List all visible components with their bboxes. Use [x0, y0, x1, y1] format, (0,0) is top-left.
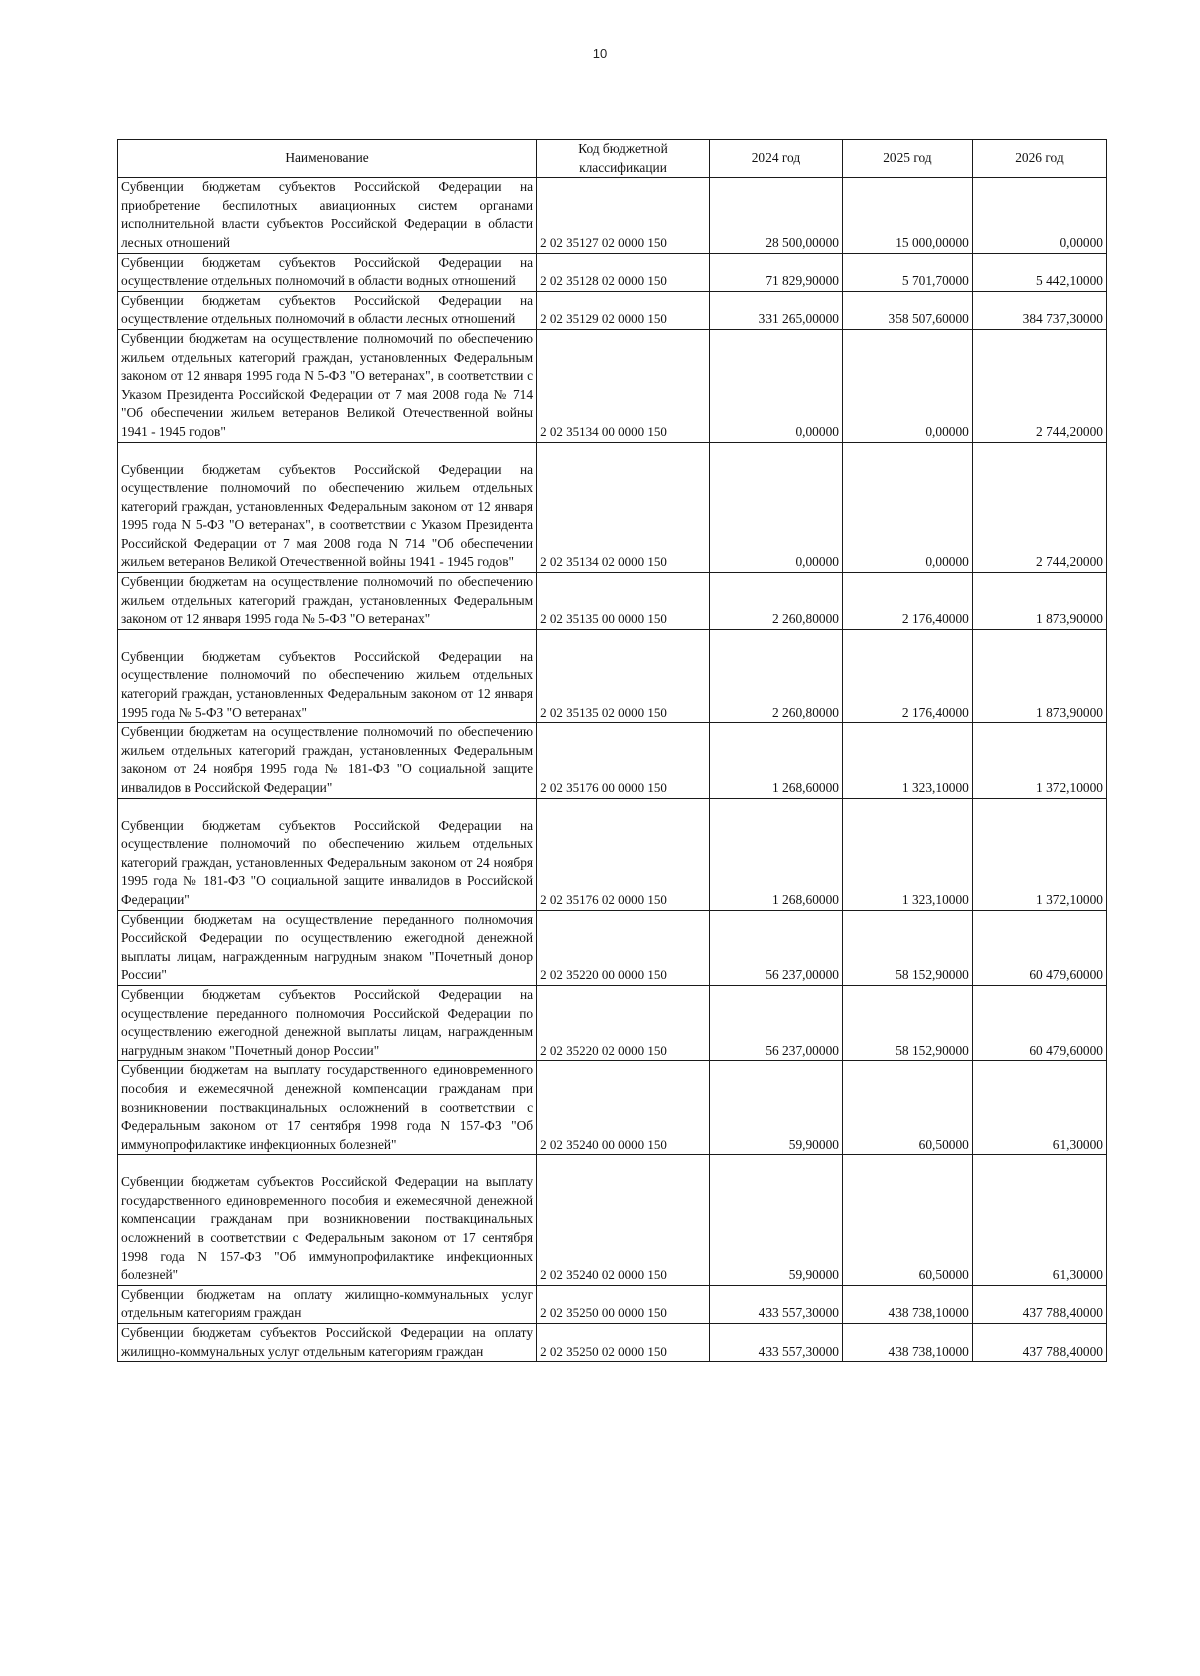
row-value-2025: 60,50000: [842, 1155, 972, 1286]
table-row: [118, 573, 1107, 630]
row-code: 2 02 35128 02 0000 150: [537, 253, 710, 291]
row-value-2024: 1 268,60000: [709, 723, 842, 798]
row-value-2025: 0,00000: [842, 329, 972, 442]
row-value-2026: 1 372,10000: [972, 798, 1106, 910]
table-row: [118, 178, 1107, 253]
row-value-2025: 358 507,60000: [842, 291, 972, 329]
table-row: [118, 1324, 1107, 1362]
row-name: Субвенции бюджетам субъектов Российской Федерации на выплату государственного единовременного пособия и ежемесячной денежной компенсации гражданам при возникновении поствакцинальных осложнений в соответствии с Федеральным законом от 17 сентября 1998 года N 157-ФЗ "Об иммунопрофилактике инфекционных болезней": [118, 1155, 537, 1286]
table-row: [118, 798, 1107, 910]
row-code: 2 02 35129 02 0000 150: [537, 291, 710, 329]
table-row: [118, 1155, 1107, 1286]
row-value-2026: 61,30000: [972, 1061, 1106, 1155]
row-value-2026: 60 479,60000: [972, 985, 1106, 1060]
row-name: Субвенции бюджетам субъектов Российской Федерации на осуществление полномочий по обеспечению жильем отдельных категорий граждан, установленных Федеральным законом от 12 января 1995 года № 5-ФЗ "О ветеранах": [118, 629, 537, 722]
row-name: Субвенции бюджетам на осуществление полномочий по обеспечению жильем отдельных категорий граждан, установленных Федеральным законом от 12 января 1995 года N 5-ФЗ "О ветеранах", в соответствии с Указом Президента Российской Федерации от 7 мая 2008 года № 714 "Об обеспечении жильем ветеранов Великой Отечественной войны 1941 - 1945 годов": [118, 329, 537, 442]
row-value-2024: 0,00000: [709, 329, 842, 442]
row-name: Субвенции бюджетам на осуществление полномочий по обеспечению жильем отдельных категорий граждан, установленных Федеральным законом от 12 января 1995 года № 5-ФЗ "О ветеранах": [118, 573, 537, 630]
table-header-row: [118, 140, 1107, 178]
row-value-2026: 1 873,90000: [972, 629, 1106, 722]
row-name: Субвенции бюджетам на оплату жилищно-коммунальных услуг отдельным категориям граждан: [118, 1285, 537, 1323]
row-code: 2 02 35240 00 0000 150: [537, 1061, 710, 1155]
row-code: 2 02 35250 02 0000 150: [537, 1324, 710, 1362]
row-value-2026: 437 788,40000: [972, 1285, 1106, 1323]
row-code: 2 02 35250 00 0000 150: [537, 1285, 710, 1323]
row-value-2025: 0,00000: [842, 442, 972, 573]
row-name: Субвенции бюджетам субъектов Российской Федерации на осуществление полномочий по обеспечению жильем отдельных категорий граждан, установленных Федеральным законом от 24 ноября 1995 года № 181-ФЗ "О социальной защите инвалидов в Российской Федерации": [118, 798, 537, 910]
table-row: [118, 1285, 1107, 1323]
row-value-2025: 1 323,10000: [842, 723, 972, 798]
row-name: Субвенции бюджетам субъектов Российской Федерации на осуществление отдельных полномочий в области лесных отношений: [118, 291, 537, 329]
row-value-2024: 59,90000: [709, 1155, 842, 1286]
row-code: 2 02 35176 02 0000 150: [537, 798, 710, 910]
row-name: Субвенции бюджетам субъектов Российской Федерации на оплату жилищно-коммунальных услуг отдельным категориям граждан: [118, 1324, 537, 1362]
row-value-2026: 5 442,10000: [972, 253, 1106, 291]
table-row: [118, 985, 1107, 1060]
row-value-2025: 1 323,10000: [842, 798, 972, 910]
row-value-2026: 1 873,90000: [972, 573, 1106, 630]
row-value-2026: 437 788,40000: [972, 1324, 1106, 1362]
row-value-2024: 1 268,60000: [709, 798, 842, 910]
row-code: 2 02 35176 00 0000 150: [537, 723, 710, 798]
row-code: 2 02 35240 02 0000 150: [537, 1155, 710, 1286]
row-value-2025: 58 152,90000: [842, 910, 972, 985]
row-name: Субвенции бюджетам субъектов Российской Федерации на осуществление отдельных полномочий в области водных отношений: [118, 253, 537, 291]
header-2025: 2025 год: [842, 140, 972, 178]
header-name: Наименование: [118, 140, 537, 178]
header-2026: 2026 год: [972, 140, 1106, 178]
row-name: Субвенции бюджетам субъектов Российской Федерации на приобретение беспилотных авиационных систем органами исполнительной власти субъектов Российской Федерации в области лесных отношений: [118, 178, 537, 253]
row-value-2024: 28 500,00000: [709, 178, 842, 253]
row-code: 2 02 35220 00 0000 150: [537, 910, 710, 985]
page-number: 10: [592, 46, 608, 61]
header-code: Код бюджетной классификации: [537, 140, 710, 178]
row-value-2026: 60 479,60000: [972, 910, 1106, 985]
table-row: [118, 1061, 1107, 1155]
table-row: [118, 723, 1107, 798]
row-value-2024: 56 237,00000: [709, 910, 842, 985]
row-value-2025: 438 738,10000: [842, 1324, 972, 1362]
header-2024: 2024 год: [709, 140, 842, 178]
row-value-2026: 1 372,10000: [972, 723, 1106, 798]
row-code: 2 02 35134 00 0000 150: [537, 329, 710, 442]
row-value-2025: 2 176,40000: [842, 629, 972, 722]
table-row: [118, 910, 1107, 985]
row-name: Субвенции бюджетам субъектов Российской Федерации на осуществление полномочий по обеспечению жильем отдельных категорий граждан, установленных Федеральным законом от 12 января 1995 года N 5-ФЗ "О ветеранах", в соответствии с Указом Президента Российской Федерации от 7 мая 2008 года N 714 "Об обеспечении жильем ветеранов Великой Отечественной войны 1941 - 1945 годов": [118, 442, 537, 573]
row-value-2024: 433 557,30000: [709, 1285, 842, 1323]
row-value-2024: 0,00000: [709, 442, 842, 573]
table-row: [118, 291, 1107, 329]
row-value-2024: 2 260,80000: [709, 629, 842, 722]
row-value-2026: 2 744,20000: [972, 329, 1106, 442]
row-code: 2 02 35134 02 0000 150: [537, 442, 710, 573]
row-value-2025: 60,50000: [842, 1061, 972, 1155]
budget-table: [117, 139, 1107, 1362]
row-value-2024: 56 237,00000: [709, 985, 842, 1060]
row-name: Субвенции бюджетам на осуществление переданного полномочия Российской Федерации по осуществлению ежегодной денежной выплаты лицам, награжденным нагрудным знаком "Почетный донор России": [118, 910, 537, 985]
row-value-2024: 433 557,30000: [709, 1324, 842, 1362]
row-value-2025: 15 000,00000: [842, 178, 972, 253]
row-value-2025: 5 701,70000: [842, 253, 972, 291]
row-value-2026: 61,30000: [972, 1155, 1106, 1286]
row-value-2025: 58 152,90000: [842, 985, 972, 1060]
row-name: Субвенции бюджетам на осуществление полномочий по обеспечению жильем отдельных категорий граждан, установленных Федеральным законом от 24 ноября 1995 года № 181-ФЗ "О социальной защите инвалидов в Российской Федерации": [118, 723, 537, 798]
row-code: 2 02 35220 02 0000 150: [537, 985, 710, 1060]
table-row: [118, 329, 1107, 442]
row-value-2025: 2 176,40000: [842, 573, 972, 630]
row-value-2024: 59,90000: [709, 1061, 842, 1155]
row-code: 2 02 35135 00 0000 150: [537, 573, 710, 630]
row-value-2024: 2 260,80000: [709, 573, 842, 630]
row-value-2026: 0,00000: [972, 178, 1106, 253]
row-value-2026: 2 744,20000: [972, 442, 1106, 573]
row-value-2026: 384 737,30000: [972, 291, 1106, 329]
row-value-2025: 438 738,10000: [842, 1285, 972, 1323]
row-name: Субвенции бюджетам на выплату государственного единовременного пособия и ежемесячной денежной компенсации гражданам при возникновении поствакцинальных осложнений в соответствии с Федеральным законом от 17 сентября 1998 года N 157-ФЗ "Об иммунопрофилактике инфекционных болезней": [118, 1061, 537, 1155]
table-row: [118, 442, 1107, 573]
row-value-2024: 71 829,90000: [709, 253, 842, 291]
row-code: 2 02 35135 02 0000 150: [537, 629, 710, 722]
table-row: [118, 253, 1107, 291]
row-code: 2 02 35127 02 0000 150: [537, 178, 710, 253]
row-name: Субвенции бюджетам субъектов Российской Федерации на осуществление переданного полномочия Российской Федерации по осуществлению ежегодной денежной выплаты лицам, награжденным нагрудным знаком "Почетный донор России": [118, 985, 537, 1060]
table-row: [118, 629, 1107, 722]
row-value-2024: 331 265,00000: [709, 291, 842, 329]
